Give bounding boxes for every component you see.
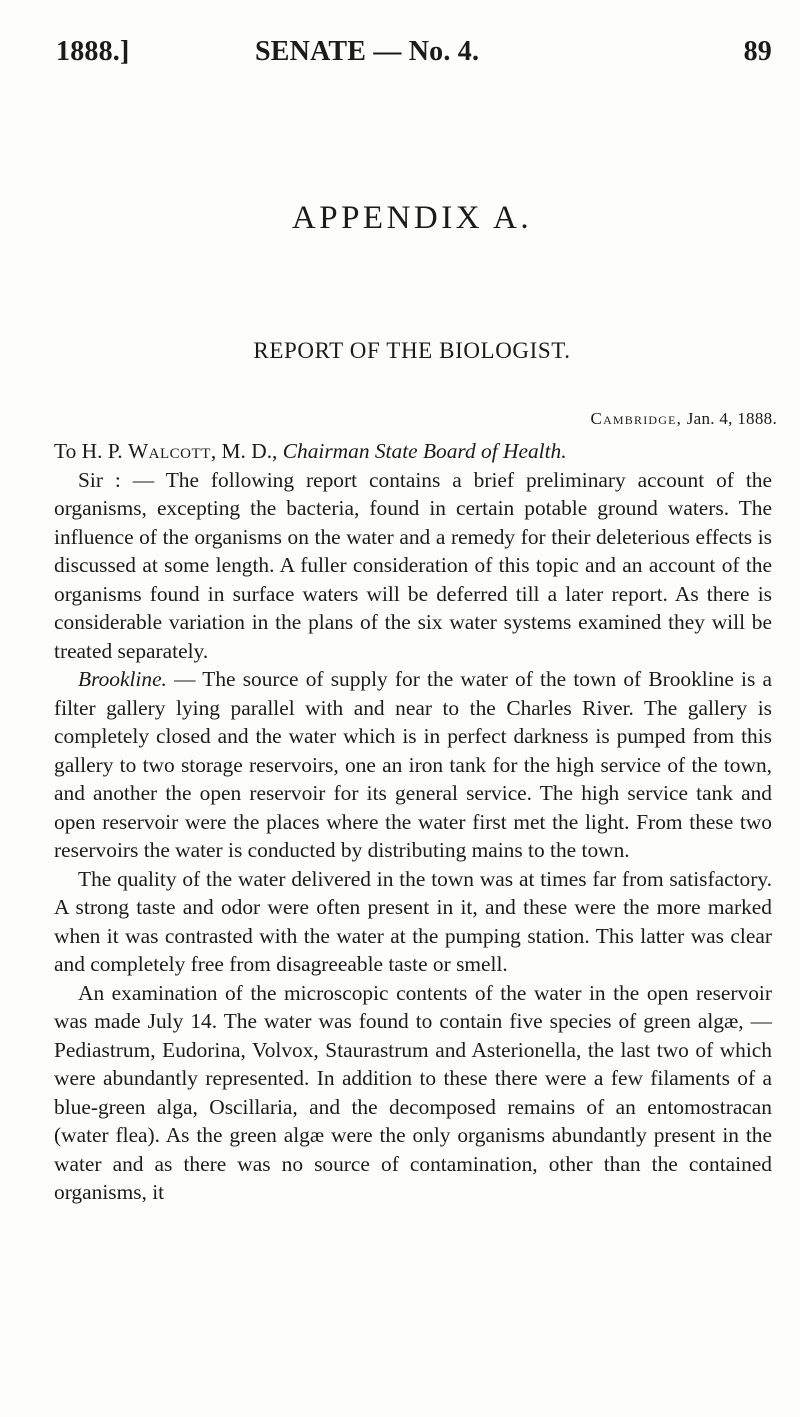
dateline bbox=[591, 409, 777, 429]
running-head bbox=[56, 36, 772, 76]
appendix-title: APPENDIX A. bbox=[291, 200, 533, 236]
dateline-city: Cambridge, bbox=[590, 409, 683, 428]
page-number: 89 bbox=[743, 36, 772, 67]
address-to: To H. P. bbox=[54, 439, 128, 463]
address-title: Chairman State Board of Health. bbox=[282, 439, 567, 463]
address-degree: , M. D., bbox=[210, 439, 283, 463]
running-head-year: 1888.] bbox=[56, 36, 130, 67]
address-name: Walcott bbox=[127, 439, 211, 463]
running-head-series: SENATE — No. 4. bbox=[255, 36, 480, 67]
report-title: REPORT OF THE BIOLOGIST. bbox=[253, 338, 571, 363]
paragraph-salutation: Sir : — The following report contains a brief preliminary account of the organisms, excepting the bacteria, found in certain potable ground waters. The influence of the organisms on the water and a remedy for their deleterious effects is discussed at some length. A fuller consideration of this topic and an account of the organisms found in surface waters will be deferred till a later report. As there is considerable variation in the plans of the six water systems examined they will be treated separately. bbox=[54, 467, 772, 663]
paragraph-brookline-text: — The source of supply for the water of the town of Brookline is a filter gallery lying parallel with and near to the Charles River. The gallery is completely closed and the water which is in perfect darkness is pumped from this gallery to two storage reservoirs, one an iron tank for the high service of the town, and another the open reservoir for its general service. The high service tank and open reservoir were the places where the water first met the light. From these two reservoirs the water is conducted by distributing mains to the town. bbox=[54, 667, 772, 862]
body-text bbox=[54, 437, 772, 1207]
section-heading-brookline: Brookline. bbox=[78, 667, 167, 691]
paragraph-examination: An examination of the microscopic contents of the water in the open reservoir was made July 14. The water was found to contain five species of green algæ, — Pediastrum, Eudorina, Volvox, Staurastrum and Asterionella, the last two of which were abundantly represented. In addition to these there were a few filaments of a blue-green alga, Oscillaria, and the decomposed remains of an entomostracan (water flea). As the green algæ were the only organisms abundantly present in the water and as there was no source of contamination, other than the contained organisms, it bbox=[54, 980, 772, 1204]
paragraph-brookline bbox=[54, 665, 772, 865]
dateline-date: Jan. 4, 1888. bbox=[686, 409, 777, 428]
address-line bbox=[54, 437, 772, 466]
paragraph-water-quality: The quality of the water delivered in the town was at times far from satisfactory. A strong taste and odor were often present in it, and these were the more marked when it was contrasted with the water at the pumping station. This latter was clear and completely free from disagreeable taste or smell. bbox=[54, 866, 772, 976]
